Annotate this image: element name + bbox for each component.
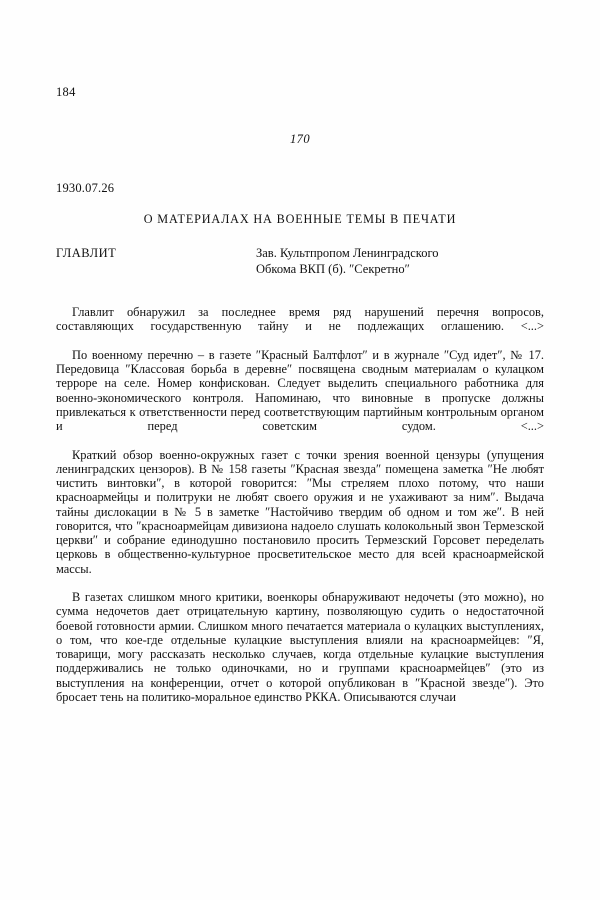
correspondence-sender: ГЛАВЛИТ [56,246,117,260]
correspondence-addressee-line-1: Зав. Культпропом Ленинградского [256,246,439,260]
body-paragraph: Главлит обнаружил за последнее время ряд нарушений перечня вопросов, составляющих государственную тайну и не подлежащих оглашению. <...> [56,305,544,334]
page-folio-number: 184 [56,85,76,99]
correspondence-block [56,246,544,277]
body-paragraph: Краткий обзор военно-окружных газет с точки зрения военной цензуры (упущения ленинградских цензоров). В № 158 газеты ″Красная звезда″ помещена заметка ″Не любят чистить винтовки″, в которой говорится: ″Мы стреляем плохо потому, что наши красноармейцы и политруки не любят своего оружия и не ухаживают за ним″. Выдача тайны дислокации в № 5 в заметке ″Настойчиво твердим об одном и том же″. В ней говорится, что ″красноармейцам дивизиона надоело слушать колокольный звон Термезской церкви″ и собрание единодушно постановило просить Термезский Горсовет переделать церковь в общественно-культурное просветительское место для всей красноармейской массы. [56,447,544,576]
document-date: 1930.07.26 [56,181,115,195]
correspondence-addressee-line-2: Обкома ВКП (б). ″Секретно″ [256,261,410,276]
document-serial-number: 170 [290,132,310,146]
body-paragraph: По военному перечню – в газете ″Красный Балтфлот″ и в журнале ″Суд идет″, № 17. Передовица ″Классовая борьба в деревне″ посвящена сводным материалам о кулацком терроре на селе. Номер конфискован. Следует выделить специального работника для военно-экономического контроля. Напоминаю, что виновные в пропуске должны привлекаться к ответственности перед соответствующим партийным контрольным органом и перед советским судом. <...> [56,347,544,433]
correspondence-addressee [256,246,544,277]
document-title: О МАТЕРИАЛАХ НА ВОЕННЫЕ ТЕМЫ В ПЕЧАТИ [143,212,457,226]
body-paragraph: В газетах слишком много критики, военкоры обнаруживают недочеты (это можно), но сумма недочетов дает отрицательную картину, позволяющую судить о недостаточной боевой готовности армии. Слишком много печатается материала о кулацких выступлениях, о том, что кое-где отдельные кулацкие выступления влияли на красноармейцев: ″Я, товарищи, могу рассказать несколько случаев, когда отдельные кулацкие выступления поддерживались не только одиночками, но и группами красноармейцев″ (это из выступления на конференции, отчет о которой опубликован в ″Красной звезде″). Это бросает тень на политико-моральное единство РККА. Описываются случаи [56,590,544,704]
document-body [56,305,544,704]
